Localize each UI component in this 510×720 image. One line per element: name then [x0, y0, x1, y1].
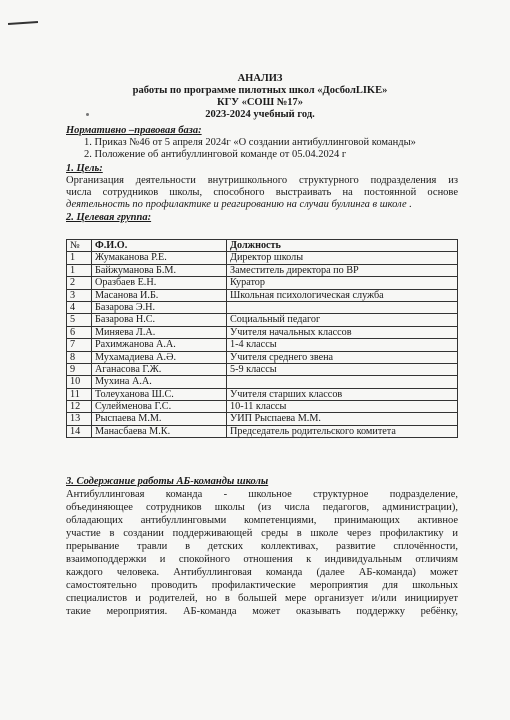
content-line-5: прерывание травли в детских коллективах, развитие сплочённости,: [66, 541, 458, 552]
row-name: Базарова Н.С.: [92, 314, 227, 326]
content-line-8: самостоятельно проводить профилактические мероприятия для школьных: [66, 580, 458, 591]
content-heading: 3. Содержание работы АБ-команды школы: [66, 476, 269, 487]
row-position: 5-9 классы: [227, 363, 458, 375]
row-number: 1: [67, 252, 92, 264]
normative-item-1: 1. Приказ №46 от 5 апреля 2024г «О создании антибуллинговой команды»: [84, 137, 416, 148]
content-line-1: Антибуллинговая команда - школьное структурное подразделение,: [66, 489, 458, 500]
row-position: Председатель родительского комитета: [227, 425, 458, 437]
staff-table: [66, 239, 458, 438]
row-number: 14: [67, 425, 92, 437]
row-number: 10: [67, 376, 92, 388]
table-row: [67, 376, 458, 388]
row-name: Мухамадиева А.Ә.: [92, 351, 227, 363]
table-row: [67, 252, 458, 264]
table-row: [67, 401, 458, 413]
goal-line-2: числа сотрудников школы, способного выстраивать на постоянной основе: [66, 187, 458, 198]
row-position: Учителя начальных классов: [227, 326, 458, 338]
row-number: 13: [67, 413, 92, 425]
content-line-7: каждого человека. Антибуллинговая команда (далее АБ-команда) может: [66, 567, 458, 578]
row-number: 12: [67, 401, 92, 413]
row-position: Школьная психологическая служба: [227, 289, 458, 301]
row-name: Мухина А.А.: [92, 376, 227, 388]
row-position: 10-11 классы: [227, 401, 458, 413]
row-position: УИП Рыспаева М.М.: [227, 413, 458, 425]
row-number: 11: [67, 388, 92, 400]
row-number: 8: [67, 351, 92, 363]
col-number-header: №: [67, 240, 92, 252]
table-row: [67, 314, 458, 326]
row-number: 6: [67, 326, 92, 338]
row-name: Рахимжанова А.А.: [92, 339, 227, 351]
row-name: Аганасова Г.Ж.: [92, 363, 227, 375]
row-position: Социальный педагог: [227, 314, 458, 326]
normative-heading: Нормативно –правовая база:: [66, 125, 202, 136]
row-number: 4: [67, 301, 92, 313]
row-number: 2: [67, 277, 92, 289]
row-position: Заместитель директора по ВР: [227, 264, 458, 276]
row-position: [227, 301, 458, 313]
row-position: [227, 376, 458, 388]
table-row: [67, 326, 458, 338]
col-name-header: Ф.И.О.: [92, 240, 227, 252]
row-name: Манасбаева М.К.: [92, 425, 227, 437]
row-name: Миняева Л.А.: [92, 326, 227, 338]
target-heading: 2. Целевая группа:: [66, 212, 152, 223]
table-row: [67, 277, 458, 289]
row-number: 9: [67, 363, 92, 375]
table-row: [67, 339, 458, 351]
table-row: [67, 363, 458, 375]
document-title: АНАЛИЗ: [237, 73, 283, 84]
row-name: Сулейменова Г.С.: [92, 401, 227, 413]
content-line-2: объединяющее сотрудников школы (из числа педагогов, администрации),: [66, 502, 458, 513]
normative-item-2: 2. Положение об антибуллинговой команде от 05.04.2024 г: [84, 149, 347, 160]
goal-line-1: Организация деятельности внутришкольного структурного подразделения из: [66, 175, 458, 186]
table-header-row: [67, 240, 458, 252]
row-name: Толеуханова Ш.С.: [92, 388, 227, 400]
table-row: [67, 351, 458, 363]
row-position: Куратор: [227, 277, 458, 289]
pen-stroke-mark: [8, 21, 38, 25]
row-name: Масанова И.Б.: [92, 289, 227, 301]
row-number: 1: [67, 264, 92, 276]
content-line-3: обладающих антибуллинговыми компетенциями, принимающих активное: [66, 515, 458, 526]
table-row: [67, 388, 458, 400]
row-position: Учителя среднего звена: [227, 351, 458, 363]
table-row: [67, 289, 458, 301]
school-year: 2023-2024 учебный год.: [205, 109, 315, 120]
row-position: Учителя старших классов: [227, 388, 458, 400]
row-name: Рыспаева М.М.: [92, 413, 227, 425]
row-name: Базарова Э.Н.: [92, 301, 227, 313]
goal-line-3: деятельность по профилактике и реагированию на случаи буллинга в школе .: [66, 199, 412, 210]
row-position: 1-4 классы: [227, 339, 458, 351]
content-line-4: участие в создании поддерживающей среды в школе через профилактику и: [66, 528, 458, 539]
row-number: 3: [67, 289, 92, 301]
school-name: КГУ «СОШ №17»: [216, 97, 304, 108]
row-name: Байжуманова Б.М.: [92, 264, 227, 276]
row-name: Оразбаев Е.Н.: [92, 277, 227, 289]
row-number: 5: [67, 314, 92, 326]
table-row: [67, 264, 458, 276]
col-position-header: Должность: [227, 240, 458, 252]
table-row: [67, 425, 458, 437]
content-line-6: взаимоподдержки и спокойного отношения к индивидуальным отличиям: [66, 554, 458, 565]
row-name: Жумаканова Р.Е.: [92, 252, 227, 264]
content-line-10: такие мероприятия. АБ-команда может оказывать поддержку ребёнку,: [66, 606, 458, 617]
document-subtitle: работы по программе пилотных школ «ДосболLIKE»: [132, 85, 388, 96]
content-line-9: специалистов и родителей, но в большей мере организует и/или инициирует: [66, 593, 458, 604]
row-position: Директор школы: [227, 252, 458, 264]
row-number: 7: [67, 339, 92, 351]
goal-heading: 1. Цель:: [66, 163, 103, 174]
table-row: [67, 413, 458, 425]
table-row: [67, 301, 458, 313]
